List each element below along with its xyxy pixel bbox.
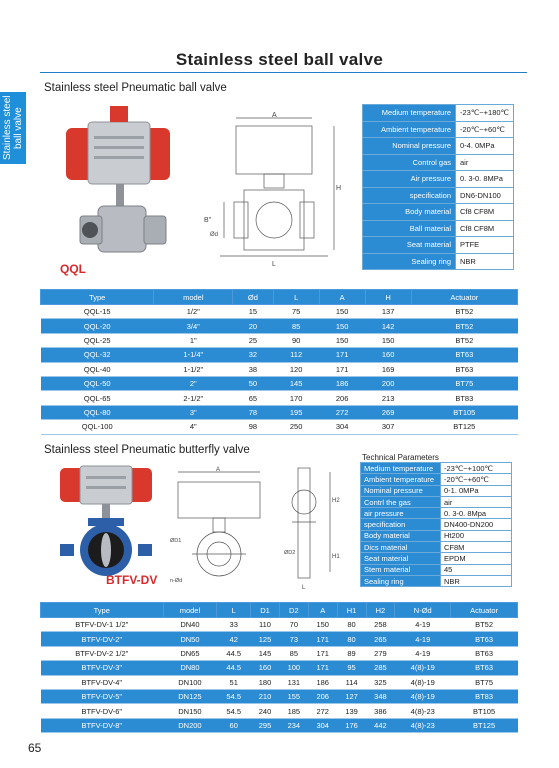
cell: BTFV-DV-2" — [41, 632, 164, 646]
table-row — [41, 704, 518, 718]
bf-label-d1: ØD1 — [170, 538, 182, 544]
cell: BT63 — [451, 661, 518, 675]
spec-key: specification — [361, 519, 441, 530]
spec-row — [361, 463, 512, 474]
col-header-model: model — [154, 290, 233, 305]
cell: BTFV-DV-4" — [41, 675, 164, 689]
spec-row — [363, 105, 514, 122]
cell: 120 — [273, 362, 319, 376]
table-row — [41, 420, 518, 434]
cell: 80 — [337, 632, 366, 646]
bf-label-h1: H1 — [332, 554, 340, 560]
cell: 3" — [154, 405, 233, 419]
col-header-l: L — [217, 603, 251, 618]
spec-value: -23℃~+180℃ — [456, 105, 514, 122]
spec-row — [363, 253, 514, 270]
cell: 171 — [308, 646, 337, 660]
cell: 186 — [308, 675, 337, 689]
table-row — [41, 675, 518, 689]
cell: 85 — [279, 646, 308, 660]
spec-key: Seat material — [363, 237, 456, 254]
table-row — [41, 376, 518, 390]
cell: 176 — [337, 718, 366, 732]
cell: 213 — [365, 391, 411, 405]
col-header-a: A — [308, 603, 337, 618]
cell: BT105 — [451, 704, 518, 718]
cell: 90 — [273, 333, 319, 347]
cell: 145 — [273, 376, 319, 390]
cell: BT63 — [451, 632, 518, 646]
cell: 4(8)-19 — [395, 689, 451, 703]
cell: 169 — [365, 362, 411, 376]
cell: 142 — [365, 319, 411, 333]
col-header-l: L — [273, 290, 319, 305]
cell: 4" — [154, 420, 233, 434]
spec-value: EPDM — [441, 553, 512, 564]
cell: BTFV-DV-5" — [41, 689, 164, 703]
cell: DN40 — [163, 618, 217, 632]
spec-value: 0. 3-0. 8Mpa — [441, 508, 512, 519]
cell: QQL-32 — [41, 348, 154, 362]
cell: QQL-20 — [41, 319, 154, 333]
spec-row — [363, 138, 514, 155]
drawing-label-l: L — [272, 261, 276, 268]
spec-value: Ht200 — [441, 530, 512, 541]
page-number: 65 — [28, 741, 42, 755]
spec-row — [361, 564, 512, 575]
cell: 73 — [279, 632, 308, 646]
bf-label-n: n-Ød — [170, 578, 183, 584]
spec-row — [361, 485, 512, 496]
cell: BT125 — [451, 718, 518, 732]
cell: 78 — [233, 405, 273, 419]
col-header-model: model — [163, 603, 217, 618]
spec-key: Ambient temperature — [363, 121, 456, 138]
bf-label-d2: ØD2 — [284, 550, 296, 556]
table-row — [41, 405, 518, 419]
cell: 54.5 — [217, 704, 251, 718]
drawing-label-b: B" — [204, 217, 212, 224]
cell: 206 — [308, 689, 337, 703]
col-header-h: H — [365, 290, 411, 305]
cell: 1-1/4" — [154, 348, 233, 362]
spec-value: air — [456, 154, 514, 171]
ball-valve-spec-table — [362, 104, 514, 270]
spec-row — [363, 171, 514, 188]
spec-key: Medium temperature — [363, 105, 456, 122]
cell: 44.5 — [217, 661, 251, 675]
cell: 50 — [233, 376, 273, 390]
cell: 4(8)-23 — [395, 718, 451, 732]
bf-label-l: L — [302, 585, 306, 591]
cell: 171 — [308, 661, 337, 675]
cell: 4(8)-19 — [395, 661, 451, 675]
cell: 200 — [365, 376, 411, 390]
spec-value: -20℃~+60℃ — [456, 121, 514, 138]
side-tab — [0, 92, 26, 164]
cell: 206 — [319, 391, 365, 405]
spec-key: Nominal pressure — [363, 138, 456, 155]
col-header-d: Ød — [233, 290, 273, 305]
spec-value: DN400-DN200 — [441, 519, 512, 530]
cell: 304 — [308, 718, 337, 732]
col-header-h1: H1 — [337, 603, 366, 618]
cell: BT52 — [411, 333, 517, 347]
cell: 307 — [365, 420, 411, 434]
cell: 131 — [279, 675, 308, 689]
cell: 171 — [319, 362, 365, 376]
cell: 125 — [251, 632, 280, 646]
table-row — [41, 661, 518, 675]
cell: 2" — [154, 376, 233, 390]
cell: 4-19 — [395, 646, 451, 660]
cell: DN200 — [163, 718, 217, 732]
cell: 2-1/2" — [154, 391, 233, 405]
cell: BT63 — [411, 362, 517, 376]
cell: 272 — [308, 704, 337, 718]
spec-value: DN6-DN100 — [456, 187, 514, 204]
cell: 70 — [279, 618, 308, 632]
cell: 180 — [251, 675, 280, 689]
spec-key: Nominal pressure — [361, 485, 441, 496]
spec-key: Sealing ring — [363, 253, 456, 270]
spec-value: 0-4. 0MPa — [456, 138, 514, 155]
table-row — [41, 618, 518, 632]
section-title-butterfly-valve: Stainless steel Pneumatic butterfly valve — [44, 444, 250, 456]
cell: 171 — [319, 348, 365, 362]
butterfly-valve-photo — [50, 462, 162, 582]
cell: 110 — [251, 618, 280, 632]
cell: 25 — [233, 333, 273, 347]
cell: BT75 — [411, 376, 517, 390]
cell: 38 — [233, 362, 273, 376]
col-header-d2: D2 — [279, 603, 308, 618]
spec-key: Contrl the gas — [361, 496, 441, 507]
cell: BT125 — [411, 420, 517, 434]
model-tag-btfv-dv: BTFV-DV — [106, 573, 158, 587]
cell: 1-1/2" — [154, 362, 233, 376]
cell: 265 — [366, 632, 395, 646]
ball-valve-photo — [58, 100, 198, 270]
cell: DN100 — [163, 675, 217, 689]
cell: 160 — [251, 661, 280, 675]
cell: DN50 — [163, 632, 217, 646]
cell: BTFV-DV-1 1/2" — [41, 618, 164, 632]
cell: QQL-50 — [41, 376, 154, 390]
table-row — [41, 718, 518, 732]
cell: BT75 — [451, 675, 518, 689]
cell: 65 — [233, 391, 273, 405]
cell: 95 — [337, 661, 366, 675]
cell: QQL-15 — [41, 305, 154, 319]
drawing-label-h: H — [336, 185, 342, 192]
cell: BT52 — [411, 319, 517, 333]
table-row — [41, 689, 518, 703]
cell: 114 — [337, 675, 366, 689]
spec-row — [363, 204, 514, 221]
cell: 386 — [366, 704, 395, 718]
spec-value: -23℃~+100℃ — [441, 463, 512, 474]
cell: 150 — [319, 305, 365, 319]
ball-valve-dimension-table — [40, 289, 518, 435]
spec-value: 45 — [441, 564, 512, 575]
table-row — [41, 632, 518, 646]
cell: 170 — [273, 391, 319, 405]
butterfly-valve-dimension-table — [40, 602, 518, 733]
cell: 150 — [319, 319, 365, 333]
model-tag-qql: QQL — [60, 262, 86, 276]
cell: QQL-65 — [41, 391, 154, 405]
cell: 279 — [366, 646, 395, 660]
cell: 4-19 — [395, 618, 451, 632]
cell: 145 — [251, 646, 280, 660]
spec-key: Seat material — [361, 553, 441, 564]
cell: DN125 — [163, 689, 217, 703]
col-header-type: Type — [41, 603, 164, 618]
cell: 127 — [337, 689, 366, 703]
spec-key: Body material — [361, 530, 441, 541]
cell: 150 — [365, 333, 411, 347]
spec-row — [363, 154, 514, 171]
col-header-type: Type — [41, 290, 154, 305]
spec-value: 0. 3-0. 8MPa — [456, 171, 514, 188]
spec-key: Ball material — [363, 220, 456, 237]
page-title: Stainless steel ball valve — [175, 50, 384, 69]
spec-value: Cf8 CF8M — [456, 220, 514, 237]
spec-key: Ambient temperature — [361, 474, 441, 485]
cell: DN80 — [163, 661, 217, 675]
cell: 269 — [365, 405, 411, 419]
cell: 112 — [273, 348, 319, 362]
cell: BT63 — [451, 646, 518, 660]
spec-key: Control gas — [363, 154, 456, 171]
spec-key: air pressure — [361, 508, 441, 519]
cell: 4(8)-19 — [395, 675, 451, 689]
cell: DN65 — [163, 646, 217, 660]
spec-row — [361, 542, 512, 553]
cell: QQL-40 — [41, 362, 154, 376]
title-divider — [40, 72, 527, 73]
cell: QQL-80 — [41, 405, 154, 419]
table-row — [41, 319, 518, 333]
spec-row — [361, 508, 512, 519]
spec-row — [363, 220, 514, 237]
cell: BTFV-DV-8" — [41, 718, 164, 732]
cell: BTFV-DV-3" — [41, 661, 164, 675]
cell: 54.5 — [217, 689, 251, 703]
cell: 195 — [273, 405, 319, 419]
cell: 325 — [366, 675, 395, 689]
spec-key: Sealing ring — [361, 575, 441, 586]
drawing-label-a: A — [272, 112, 277, 119]
ball-valve-drawing — [202, 110, 352, 276]
butterfly-valve-spec-table — [360, 462, 512, 587]
section-title-ball-valve: Stainless steel Pneumatic ball valve — [44, 82, 227, 94]
spec-key: Stem material — [361, 564, 441, 575]
butterfly-valve-drawing — [168, 462, 348, 594]
cell: 98 — [233, 420, 273, 434]
cell: 20 — [233, 319, 273, 333]
spec-row — [363, 187, 514, 204]
spec-value: NBR — [441, 575, 512, 586]
cell: 348 — [366, 689, 395, 703]
spec-row — [361, 474, 512, 485]
tech-params-heading: Technical Parameters — [362, 453, 439, 462]
spec-key: Body material — [363, 204, 456, 221]
spec-value: PTFE — [456, 237, 514, 254]
cell: DN150 — [163, 704, 217, 718]
cell: BTFV-DV-2 1/2" — [41, 646, 164, 660]
spec-row — [361, 496, 512, 507]
bf-label-h2: H2 — [332, 498, 340, 504]
cell: 139 — [337, 704, 366, 718]
cell: BT83 — [411, 391, 517, 405]
cell: 89 — [337, 646, 366, 660]
cell: QQL-25 — [41, 333, 154, 347]
col-header-actuator: Actuator — [411, 290, 517, 305]
spec-key: Air pressure — [363, 171, 456, 188]
cell: 150 — [319, 333, 365, 347]
cell: 137 — [365, 305, 411, 319]
cell: 44.5 — [217, 646, 251, 660]
spec-row — [363, 237, 514, 254]
drawing-label-d: Ød — [210, 232, 219, 238]
cell: 210 — [251, 689, 280, 703]
spec-row — [361, 575, 512, 586]
cell: 1/2" — [154, 305, 233, 319]
cell: 4(8)-23 — [395, 704, 451, 718]
table-row — [41, 305, 518, 319]
cell: 3/4" — [154, 319, 233, 333]
cell: 32 — [233, 348, 273, 362]
cell: 85 — [273, 319, 319, 333]
spec-row — [363, 121, 514, 138]
cell: 60 — [217, 718, 251, 732]
bf-label-a: A — [216, 467, 221, 473]
cell: BT52 — [411, 305, 517, 319]
cell: BT63 — [411, 348, 517, 362]
cell: 285 — [366, 661, 395, 675]
cell: 75 — [273, 305, 319, 319]
cell: 234 — [279, 718, 308, 732]
cell: 186 — [319, 376, 365, 390]
table-row — [41, 333, 518, 347]
cell: BT105 — [411, 405, 517, 419]
cell: 100 — [279, 661, 308, 675]
cell: 160 — [365, 348, 411, 362]
spec-value: -20℃~+60℃ — [441, 474, 512, 485]
cell: BT52 — [451, 618, 518, 632]
col-header-actuator: Actuator — [451, 603, 518, 618]
spec-value: NBR — [456, 253, 514, 270]
spec-value: air — [441, 496, 512, 507]
cell: 250 — [273, 420, 319, 434]
cell: 80 — [337, 618, 366, 632]
spec-key: Medium temperature — [361, 463, 441, 474]
col-header-a: A — [319, 290, 365, 305]
cell: 51 — [217, 675, 251, 689]
table-row — [41, 646, 518, 660]
cell: 1" — [154, 333, 233, 347]
cell: 240 — [251, 704, 280, 718]
cell: 442 — [366, 718, 395, 732]
spec-key: Dics material — [361, 542, 441, 553]
cell: 42 — [217, 632, 251, 646]
table-row — [41, 391, 518, 405]
spec-row — [361, 553, 512, 564]
cell: 304 — [319, 420, 365, 434]
cell: 272 — [319, 405, 365, 419]
table-row — [41, 348, 518, 362]
spec-value: CF8M — [441, 542, 512, 553]
spec-row — [361, 519, 512, 530]
cell: QQL-100 — [41, 420, 154, 434]
cell: 171 — [308, 632, 337, 646]
col-header-n-d: N-Ød — [395, 603, 451, 618]
side-tab-label: Stainless steel ball valve — [2, 95, 24, 161]
cell: 15 — [233, 305, 273, 319]
cell: 295 — [251, 718, 280, 732]
cell: 155 — [279, 689, 308, 703]
spec-key: specification — [363, 187, 456, 204]
cell: 150 — [308, 618, 337, 632]
col-header-h2: H2 — [366, 603, 395, 618]
cell: BT83 — [451, 689, 518, 703]
cell: 4-19 — [395, 632, 451, 646]
cell: 33 — [217, 618, 251, 632]
cell: 258 — [366, 618, 395, 632]
spec-value: 0-1. 0MPa — [441, 485, 512, 496]
spec-row — [361, 530, 512, 541]
col-header-d1: D1 — [251, 603, 280, 618]
spec-value: Cf8 CF8M — [456, 204, 514, 221]
cell: 185 — [279, 704, 308, 718]
cell: BTFV-DV-6" — [41, 704, 164, 718]
table-row — [41, 362, 518, 376]
